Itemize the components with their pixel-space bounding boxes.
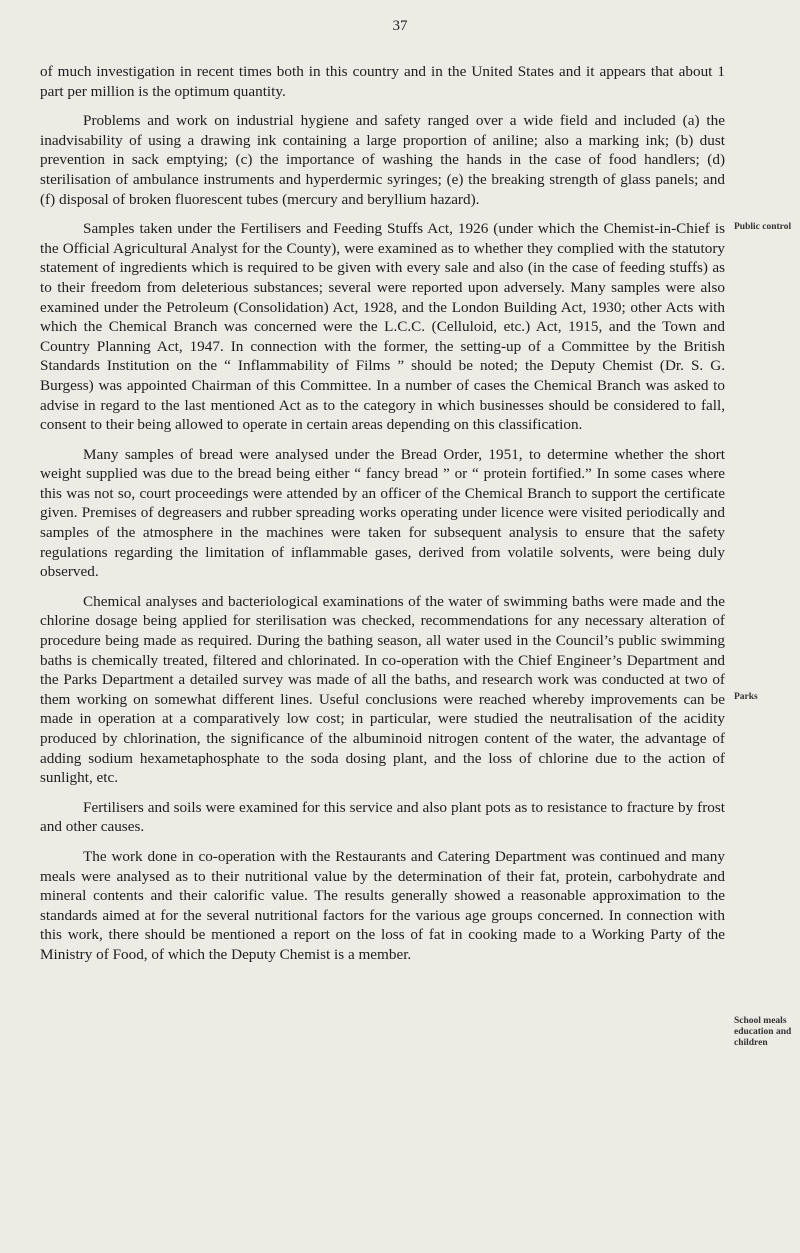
- body-text: [40, 62, 725, 975]
- paragraph-3: Samples taken under the Fertilisers and Feeding Stuffs Act, 1926 (under which the Chemist-in-Chief is the Official Agricultural Analyst for the County), were examined as to whether they complied with the statutory statement of ingredients which is required to be given with every sale and also (in the case of feeding stuffs) as to their freedom from deleterious substances; several were reported upon adversely. Many samples were also examined under the Petroleum (Consolidation) Act, 1928, and the London Building Act, 1930; other Acts with which the Chemical Branch was concerned were the L.C.C. (Celluloid, etc.) Act, 1915, and the Town and Country Planning Act, 1947. In connection with the former, the setting-up of a Committee by the British Standards Institution on the “ Inflammability of Films ” should be noted; the Deputy Chemist (Dr. S. G. Burgess) was appointed Chairman of this Committee. In a number of cases the Chemical Branch was asked to advise in regard to the last mentioned Act as to the category in which businesses should be considered to fall, consent to their being allowed to operate in certain areas depending on this classification.: [40, 220, 725, 434]
- margin-note-public-control: Public control: [734, 222, 792, 232]
- margin-note-school-meals: School meals education and children: [734, 1016, 792, 1048]
- paragraph-4: Many samples of bread were analysed under the Bread Order, 1951, to determine whether the short weight supplied was due to the bread being either “ fancy bread ” or “ protein fortified.” In some cases where this was not so, court proceedings were attended by an officer of the Chemical Branch to support the certificate given. Premises of degreasers and rubber spreading works operating under licence were visited periodically and samples of the atmosphere in the machines were taken for subsequent analysis to ensure that the safety regulations regarding the limitation of inflammable gases, derived from volatile solvents, were being duly observed.: [40, 445, 725, 581]
- margin-note-parks: Parks: [734, 692, 758, 702]
- paragraph-6: Fertilisers and soils were examined for this service and also plant pots as to resistance to fracture by frost and other causes.: [40, 798, 725, 836]
- paragraph-1: of much investigation in recent times both in this country and in the United States and it appears that about 1 part per million is the optimum quantity.: [40, 63, 725, 100]
- paragraph-7: The work done in co-operation with the Restaurants and Catering Department was continued and many meals were analysed as to their nutritional value by the determination of their fat, protein, carbohydrate and mineral contents and their calorific value. The results generally showed a reasonable approximation to the standards aimed at for the several nutritional factors for the various age groups concerned. In connection with this work, there should be mentioned a report on the loss of fat in cooking made to a Working Party of the Ministry of Food, of which the Deputy Chemist is a member.: [40, 847, 725, 963]
- paragraph-2: Problems and work on industrial hygiene and safety ranged over a wide field and included (a) the inadvisability of using a drawing ink containing a large proportion of aniline; also a marking ink; (b) dust prevention in sack emptying; (c) the importance of washing the hands in the case of food handlers; (d) sterilisation of ambulance instruments and hyperdermic syringes; (e) the breaking strength of glass panels; and (f) disposal of broken fluorescent tubes (mercury and beryllium hazard).: [40, 112, 725, 208]
- paragraph-5: Chemical analyses and bacteriological examinations of the water of swimming baths were made and the chlorine dosage being applied for sterilisation was checked, recommendations for any necessary alteration of procedure being made as required. During the bathing season, all water used in the Council’s public swimming baths is chemically treated, filtered and chlorinated. In co-operation with the Chief Engineer’s Department and the Parks Department a detailed survey was made of all the baths, and research work was conducted at two of them working on somewhat different lines. Useful conclusions were reached whereby improvements can be made in operation at a comparatively low cost; in particular, were studied the neutralisation of the acidity produced by chlorination, the significance of the albuminoid nitrogen content of the water, the advantage of adding sodium hexametaphosphate to the soda dosing plant, and the loss of chlorine due to the action of sunlight, etc.: [40, 592, 725, 787]
- page-number: 37: [392, 18, 408, 34]
